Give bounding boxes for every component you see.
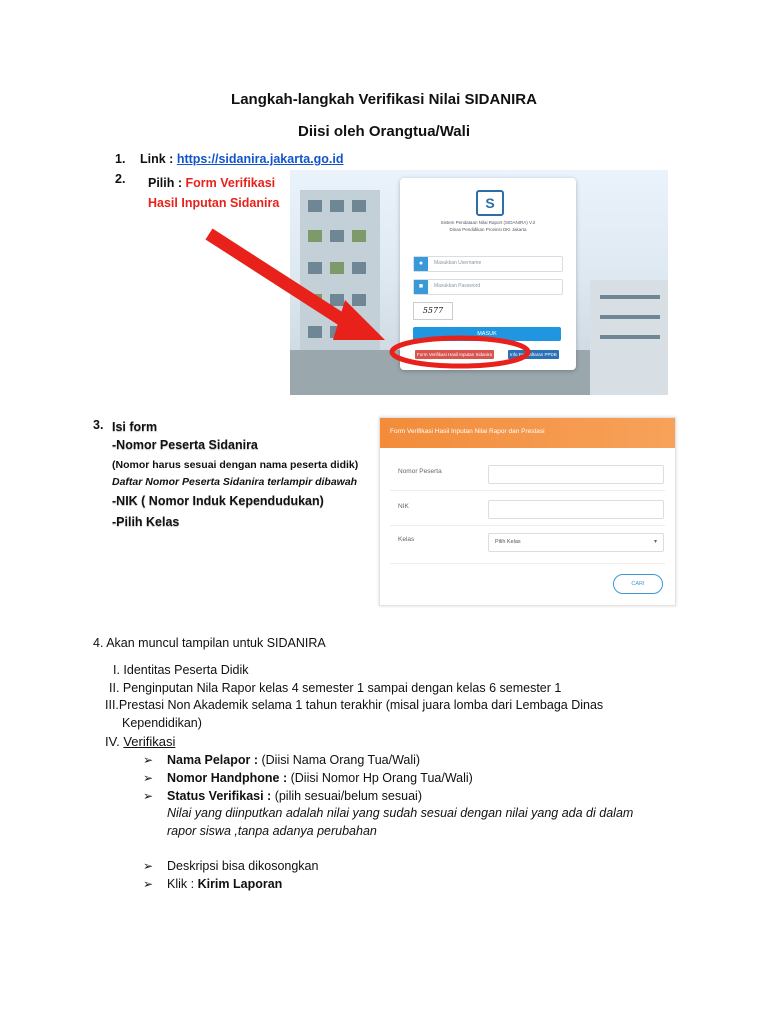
step-3-number: 3.	[93, 418, 104, 432]
step-2-red-2: Hasil Inputan Sidanira	[148, 196, 280, 210]
step-1-label: Link :	[140, 152, 177, 166]
login-button[interactable]: MASUK	[413, 327, 561, 341]
step-3-line-2: (Nomor harus sesuai dengan nama peserta didik)	[112, 459, 359, 471]
label-nomor-peserta: Nomor Peserta	[398, 468, 442, 475]
step-3-label: Isi form	[112, 420, 158, 434]
step-2-line1	[148, 176, 275, 190]
login-org-name: Dinas Pendidikan Provinsi DKI Jakarta	[449, 227, 527, 232]
password-placeholder: Masukkan Password	[434, 283, 481, 289]
red-arrow-icon	[205, 228, 405, 368]
roman-item-3-cont: Kependidikan)	[122, 716, 202, 730]
label-nik: NIK	[398, 503, 409, 510]
step-2-label: Pilih :	[148, 176, 186, 190]
step-1-number: 1.	[115, 152, 126, 166]
bullet-kirim-laporan: Klik : Kirim Laporan	[167, 877, 283, 891]
bullet-nama-pelapor: Nama Pelapor : (Diisi Nama Orang Tua/Wali)	[167, 753, 421, 767]
sidanira-logo: S	[476, 190, 504, 216]
username-placeholder: Masukkan Username	[434, 260, 482, 266]
bullet-nomor-handphone: Nomor Handphone : (Diisi Nomor Hp Orang Tua/Wali)	[167, 771, 473, 785]
bullet-arrow-icon: ➢	[143, 771, 154, 785]
nomor-peserta-input[interactable]	[488, 465, 664, 484]
verifikasi-number: IV.	[105, 734, 120, 749]
step-2-red-1: Form Verifikasi	[185, 176, 276, 190]
document-subtitle: Diisi oleh Orangtua/Wali	[298, 123, 470, 140]
user-icon: ●	[414, 257, 428, 271]
roman-item-2: II. Penginputan Nila Rapor kelas 4 semester 1 sampai dengan kelas 6 semester 1	[109, 681, 562, 695]
status-note-line-1: Nilai yang diinputkan adalah nilai yang sudah sesuai dengan nilai yang ada di dalam	[167, 806, 634, 820]
form-header-title: Form Verifikasi Hasil Inputan Nilai Rapor dan Prestasi	[390, 428, 545, 435]
step-3-line-1: -Nomor Peserta Sidanira	[112, 438, 258, 452]
step-2-number: 2.	[115, 172, 126, 186]
cari-button[interactable]: CARI	[613, 574, 663, 594]
label-kelas: Kelas	[398, 536, 415, 543]
roman-item-3: III.Prestasi Non Akademik selama 1 tahun terakhir (misal juara lomba dari Lembaga Dinas	[105, 698, 604, 712]
kelas-select[interactable]	[488, 533, 664, 552]
sidanira-link[interactable]: https://sidanira.jakarta.go.id	[176, 152, 344, 166]
verifikasi-heading	[105, 734, 175, 749]
step-3-line-5: -Pilih Kelas	[112, 515, 180, 529]
nik-input[interactable]	[488, 500, 664, 519]
form-verifikasi-link[interactable]: Form Verifikasi Hasil Inputan Sidanira	[417, 352, 493, 357]
login-app-name: Sistem Pendataan Nilai Raport (SIDANIRA) V.2	[440, 220, 536, 225]
info-pendaftaran-link[interactable]: Info Pendaftaran PPDB	[510, 352, 557, 357]
bullet-arrow-icon: ➢	[143, 789, 154, 803]
chevron-down-icon: ▾	[653, 539, 657, 545]
status-note-line-2: rapor siswa ,tanpa adanya perubahan	[167, 824, 377, 838]
form-header	[380, 418, 675, 448]
step-4-text: 4. Akan muncul tampilan untuk SIDANIRA	[93, 636, 326, 650]
document-title: Langkah-langkah Verifikasi Nilai SIDANIRA	[231, 91, 537, 108]
kelas-select-value: Pilih Kelas	[495, 539, 521, 545]
lock-icon: ■	[414, 280, 428, 294]
step-3-line-4: -NIK ( Nomor Induk Kependudukan)	[112, 494, 324, 508]
bullet-arrow-icon: ➢	[143, 753, 154, 767]
step-3-line-3: Daftar Nomor Peserta Sidanira terlampir dibawah	[112, 476, 358, 488]
highlight-circle	[392, 338, 528, 366]
bullet-deskripsi: Deskripsi bisa dikosongkan	[167, 859, 319, 873]
captcha-image: 5577	[413, 302, 453, 320]
step-1	[140, 152, 344, 166]
verifikasi-label: Verifikasi	[123, 734, 176, 749]
bullet-arrow-icon: ➢	[143, 877, 154, 891]
bullet-arrow-icon: ➢	[143, 859, 154, 873]
bullet-status-verifikasi: Status Verifikasi : (pilih sesuai/belum sesuai)	[167, 789, 422, 803]
form-screenshot	[379, 417, 676, 606]
roman-item-1: I. Identitas Peserta Didik	[113, 663, 249, 677]
